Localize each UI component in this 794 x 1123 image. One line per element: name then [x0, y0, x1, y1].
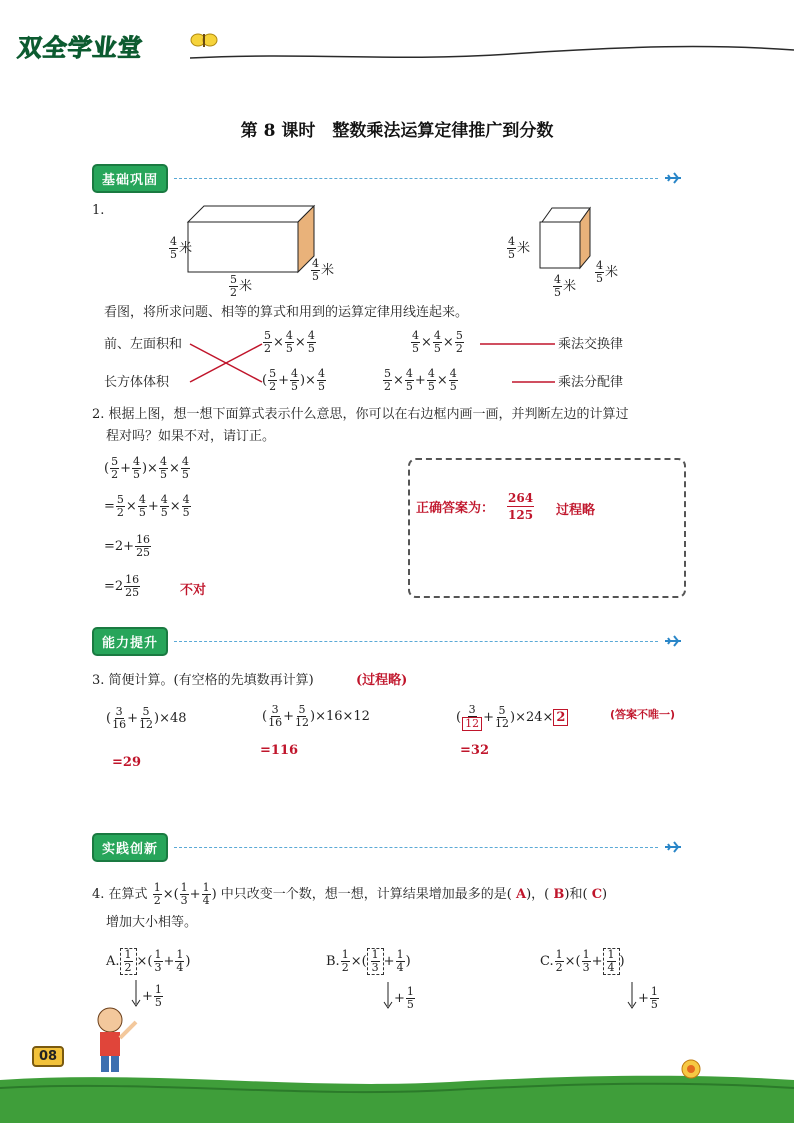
q3-answer-a: =29	[112, 755, 141, 770]
q4-option-c: C. $\frac{1}{2}$ ×( $\frac{1}{3}$ + $\frac{1}{4}$ )	[540, 948, 625, 974]
q2-step-3: =2+ $\frac{16}{25}$	[104, 533, 151, 559]
q3-c-note: (答案不唯一)	[610, 708, 676, 721]
section-ability-label: 能力提升	[92, 627, 168, 656]
big-cuboid-length: $\frac{5}{2}$ 米	[230, 273, 253, 299]
q4-increase-a: + $\frac{1}{5}$	[142, 983, 162, 1009]
q1-expr-3: $\frac{4}{5}$ × $\frac{4}{5}$ × $\frac{5}{2}$	[412, 329, 463, 355]
big-cuboid-height: $\frac{4}{5}$ 米	[170, 235, 193, 261]
q2-wrong-mark: 不对	[180, 583, 207, 598]
small-cube-height: $\frac{4}{5}$ 米	[508, 235, 531, 261]
q2-step-1: ( $\frac{5}{2}$ + $\frac{4}{5}$ )× $\frac{4}{5}$ × $\frac{4}{5}$	[104, 455, 189, 481]
q1-law-2: 乘法分配律	[558, 375, 624, 390]
q1-law-1: 乘法交换律	[558, 337, 624, 352]
q3-answer-c: =32	[460, 743, 489, 758]
q2-step-4: =2 $\frac{16}{25}$	[104, 573, 140, 599]
boy-character-icon	[88, 1000, 144, 1080]
q4-text-line2: 增加大小相等。	[106, 915, 198, 930]
q1-expr-2: ( $\frac{5}{2}$ + $\frac{4}{5}$ )× $\frac{4}{5}$	[262, 367, 325, 393]
q1-instruction: 看图，将所求问题、相等的算式和用到的运算定律用线连起来。	[104, 305, 469, 320]
q3-answer-b: =116	[260, 743, 299, 758]
q1-number: 1.	[92, 203, 105, 218]
page-title: 第 8 课时 整数乘法运算定律推广到分数	[240, 121, 554, 141]
section-practice-label: 实践创新	[92, 833, 168, 862]
q3-expr-c: ( $\frac{3}{12}$ + $\frac{5}{12}$ )×24× 2	[456, 704, 568, 731]
q1-expr-4: $\frac{5}{2}$ × $\frac{4}{5}$ + $\frac{4}{5}$ × $\frac{4}{5}$	[384, 367, 457, 393]
q2-step-2: = $\frac{5}{2}$ × $\frac{4}{5}$ + $\frac{4}{5}$ × $\frac{4}{5}$	[104, 493, 190, 519]
q3-expr-b: ( $\frac{3}{16}$ + $\frac{5}{12}$ )×16×12	[262, 703, 370, 729]
q4-increase-c: + $\frac{1}{5}$	[638, 985, 658, 1011]
q1-left-item-1: 前、左面积和	[104, 337, 183, 352]
q1-expr-1: $\frac{5}{2}$ × $\frac{4}{5}$ × $\frac{4}{5}$	[264, 329, 315, 355]
small-cube-width: $\frac{4}{5}$ 米	[554, 273, 577, 299]
small-cube-depth: $\frac{4}{5}$ 米	[596, 259, 619, 285]
q3-note: (过程略)	[356, 673, 408, 688]
section-basic-label: 基础巩固	[92, 164, 168, 193]
big-cuboid-depth: $\frac{4}{5}$ 米	[312, 257, 335, 283]
q4-increase-b: + $\frac{1}{5}$	[394, 985, 414, 1011]
page-number: 08	[32, 1046, 64, 1067]
q2-text-line1: 2. 根据上图，想一想下面算式表示什么意思，你可以在右边框内画一画，并判断左边的计算过	[92, 407, 629, 422]
q3-text: 3. 简便计算。(有空格的先填数再计算)	[92, 673, 314, 688]
q4-text-line1: 4. 在算式 $\frac{1}{2}$ ×( $\frac{1}{3}$ + $\frac{1}{4}$ ) 中只改变一个数，想一想，计算结果增加最多的是( A)，( B)和( C)	[92, 881, 608, 907]
q2-answer-label: 正确答案为：	[416, 501, 495, 516]
q1-left-item-2: 长方体体积	[104, 375, 170, 390]
q2-answer-note: 过程略	[556, 503, 596, 518]
flower-icon	[680, 1058, 702, 1080]
q4-option-a: A. $\frac{1}{2}$ ×( $\frac{1}{3}$ + $\frac{1}{4}$ )	[106, 948, 191, 974]
q3-expr-a: ( $\frac{3}{16}$ + $\frac{5}{12}$ )×48	[106, 705, 187, 731]
brand-logo: 双全学业堂	[16, 34, 145, 62]
q2-text-line2: 程对吗？如果不对，请订正。	[106, 429, 276, 444]
q2-answer-fraction: $\frac{264}{125}$	[508, 491, 534, 522]
q4-option-b: B. $\frac{1}{2}$ ×( $\frac{1}{3}$ + $\frac{1}{4}$ )	[326, 948, 411, 974]
